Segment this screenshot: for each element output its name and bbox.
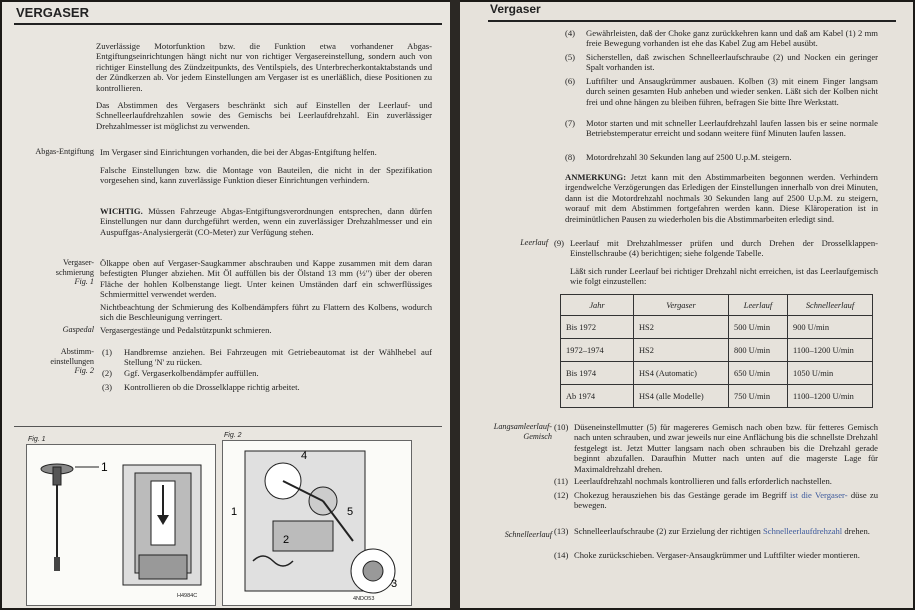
table-row — [561, 385, 873, 408]
fig2-callout: 4 — [301, 450, 308, 462]
table-cell: 1100–1200 U/min — [788, 385, 873, 408]
table-row — [561, 316, 873, 339]
table-cell: Ab 1974 — [561, 385, 634, 408]
table-cell: HS4 (alle Modelle) — [634, 385, 729, 408]
fig1-label: Fig. 1 — [28, 436, 46, 443]
wichtig-paragraph — [100, 206, 432, 237]
step-number: (5) — [565, 52, 576, 62]
step-text: Gewährleisten, daß der Choke ganz zurückkehren kann und daß am Kabel (1) 2 mm freie Bewegung vorhanden ist ehe das Kabel Zug am Hebel ausübt. — [586, 28, 878, 49]
step-number: (2) — [102, 368, 113, 378]
step-text: Motordrehzahl 30 Sekunden lang auf 2500 U.p.M. steigern. — [586, 152, 792, 162]
column-header: Vergaser — [634, 295, 729, 316]
abgas-paragraph-2: Falsche Einstellungen bzw. die Montage von Bauteilen, die nicht in der Spezifikation vorgesehen sind, kann zuverlässige Funktion dieser Einrichtungen verhindern. — [100, 165, 432, 186]
fig2-code: 4NDO53 — [353, 596, 375, 602]
fig2-callout: 2 — [283, 534, 290, 546]
step-number: (9) — [554, 238, 565, 248]
figure-2 — [222, 440, 412, 606]
figure-1 — [26, 444, 216, 606]
side-label-gaspedal-text: Gaspedal — [62, 325, 94, 334]
step-number: (10) — [554, 422, 569, 432]
step-text — [574, 526, 878, 536]
side-label-schmierung-line1: Vergaser- — [62, 258, 94, 267]
step-text: Motor starten und mit schneller Leerlaufdrehzahl laufen lassen bis er seine normale Betriebstemperatur erreicht und sodann weitere fünf Minuten laufen lassen. — [586, 118, 878, 139]
anmerkung-paragraph — [565, 172, 878, 224]
side-label-abstimm-line2: einstellungen — [50, 356, 94, 366]
step-text: Leerlaufdrehzahl nochmals kontrollieren und falls erforderlich nachstellen. — [574, 476, 832, 486]
abgas-paragraph-1: Im Vergaser sind Einrichtungen vorhanden, die bei der Abgas-Entgiftung helfen. — [100, 147, 377, 157]
side-label-schnell — [466, 530, 552, 540]
anmerkung-text: Jetzt kann mit den Abstimmarbeiten begonnen werden. Verhindern irgendwelche Verzögerungen das Erledigen der Einstellungen innerhalb von drei Minuten, dann ist die Motordrehzahl nochmals 30 Sekunden lang auf 2500 U.p.M. zu steigern, worauf mit dem Abstimmen fortgefahren werden kann. Diese Kläroperation ist in dreiminütlichen Pausen zu wiederholen bis die Abstimmarbeiten erledigt sind. — [565, 172, 878, 224]
step-text: Luftfilter und Ansaugkrümmer ausbauen. Kolben (3) mit einem Finger langsam durch seinen gesamten Hub anheben und wieder senken. Läßt sich der Kolben nicht frei und ohne hängen zu bleiben führen, befragen Sie bitte Ihre Werkstatt. — [586, 76, 878, 107]
step-number: (1) — [102, 347, 113, 357]
step-text: Leerlauf mit Drehzahlmesser prüfen und durch Drehen der Drosselklappen-Einstellschraube (4) berichtigen; siehe folgende Tabelle. — [570, 238, 878, 259]
step-text: Handbremse anziehen. Bei Fahrzeugen mit Getriebeautomat ist der Wählhebel auf Stellung 'N' zu rücken. — [124, 347, 432, 368]
step-number: (4) — [565, 28, 576, 38]
fig2-callout: 3 — [391, 578, 398, 590]
table-cell: 800 U/min — [729, 339, 788, 362]
step-number: (13) — [554, 526, 569, 536]
page-title: VERGASER — [16, 5, 89, 20]
side-label-schmierung-fig: Fig. 1 — [74, 277, 94, 287]
side-label-schnell-text: Schnelleerlauf — [504, 530, 552, 539]
book-gutter — [450, 0, 460, 610]
side-label-langsam — [466, 422, 552, 441]
intro-paragraph-1: Zuverlässige Motorfunktion bzw. die Funktion etwa vorhandener Abgas-Entgiftungseinrichtungen hängt nicht nur von richtiger Vergasereinstellung, sondern auch von richtiger Einstellung des Zündzeitpunkts, des Ventilspiels, des Unterbrecherkontaktabstands und der Zündkerzen ab. Vor jedem Einstellungen am Vergaser ist es unerläßlich, diese Positionen zu kontrollieren. — [96, 41, 432, 93]
side-label-abstimm-line1: Abstimm- — [60, 347, 94, 356]
step12-pen-mark: ist die Vergaser- — [789, 490, 848, 500]
step13-text: Schnelleerlaufschraube (2) zur Erzielung der richtigen — [574, 526, 761, 536]
step-number: (11) — [554, 476, 568, 486]
table-cell: 1972–1974 — [561, 339, 634, 362]
wichtig-text: Müssen Fahrzeuge Abgas-Entgiftungsverordnungen entsprechen, dann dürfen Einstellungen nur dann durchgeführt werden, wenn ein zuverlässiger Drehzahlmesser und ein Auspuffgas-Analysiergerät (CO-Meter) zur Verfügung stehen. — [100, 206, 432, 237]
step9-note: Läßt sich runder Leerlauf bei richtiger Drehzahl nicht erreichen, ist das Leerlaufgemisch wie folgt einzustellen: — [570, 266, 878, 287]
column-header: Jahr — [561, 295, 634, 316]
step-number: (6) — [565, 76, 576, 86]
step13-pen-mark: Schnelleerlaufdrehzahl — [762, 526, 843, 536]
figure-rule — [14, 426, 442, 427]
gaspedal-text: Vergasergestänge und Pedalstützpunkt schmieren. — [100, 325, 272, 335]
fig2-callout: 5 — [347, 506, 354, 518]
side-label-abstimm — [4, 347, 94, 376]
side-label-abstimm-fig: Fig. 2 — [74, 366, 94, 376]
step-number: (12) — [554, 490, 569, 500]
table-cell: 500 U/min — [729, 316, 788, 339]
fig2-callout: 1 — [231, 506, 238, 518]
table-cell: 750 U/min — [729, 385, 788, 408]
column-header: Leerlauf — [729, 295, 788, 316]
side-label-leerlauf — [478, 238, 548, 248]
right-page — [460, 2, 913, 608]
column-header: Schnelleerlauf — [788, 295, 873, 316]
step-number: (7) — [565, 118, 576, 128]
step-text: Ggf. Vergaserkolbendämpfer auffüllen. — [124, 368, 259, 378]
step-number: (8) — [565, 152, 576, 162]
fig1-callout: 1 — [101, 460, 108, 474]
side-label-langsam-line1: Langsamleerlauf- — [493, 422, 552, 431]
fig1-code: H4984C — [177, 593, 198, 599]
wichtig-heading: WICHTIG. — [100, 206, 143, 216]
left-page — [2, 2, 450, 608]
header-rule — [14, 23, 442, 25]
table-header-row — [561, 295, 873, 316]
page-title: Vergaser — [490, 2, 541, 16]
step12-text: Chokezug herausziehen bis das Gestänge gerade im Begriff — [574, 490, 787, 500]
step-number: (3) — [102, 382, 113, 392]
side-label-abgas: Abgas-Entgiftung — [35, 147, 94, 156]
intro-paragraph-2: Das Abstimmen des Vergasers beschränkt sich auf Einstellen der Leerlauf- und Schnelleerlaufdrehzahlen sowie des Gemischs bei Leerlaufdrehzahl. Ein zuverlässiger Drehzahlmesser ist möglichst zu verwenden. — [96, 100, 432, 131]
step-text: Düseneinstellmutter (5) für magereres Gemisch nach oben bzw. für fetteres Gemisch nach unten schrauben, und zwar jeweils nur eine Anflächung bis die schnellste Drehzahl festgelegt ist. Jetzt Mutter langsam nach oben schrauben bis die Drehzahl gerade beginnt abzufallen. Daraufhin Mutter nach unten auf die magerste Lage für Maximaldrehzahl drehen. — [574, 422, 878, 474]
table-cell: HS4 (Automatic) — [634, 362, 729, 385]
idle-speed-table — [560, 294, 873, 408]
step-text: Kontrollieren ob die Drosselklappe richtig arbeitet. — [124, 382, 300, 392]
table-cell: 650 U/min — [729, 362, 788, 385]
step-text: Choke zurückschieben. Vergaser-Ansaugkrümmer und Luftfilter wieder montieren. — [574, 550, 860, 560]
table-cell: HS2 — [634, 339, 729, 362]
side-label-langsam-line2: Gemisch — [523, 431, 552, 441]
fig2-label: Fig. 2 — [224, 432, 242, 439]
carburetor-damper-drawing — [27, 445, 215, 605]
schmierung-paragraph-2: Nichtbeachtung der Schmierung des Kolbendämpfers führt zu Flattern des Kolbens, wodurch sich die Beschleunigung verringert. — [100, 302, 432, 323]
side-label-leerlauf-text: Leerlauf — [520, 238, 548, 247]
idle-speed-table-wrap — [560, 294, 873, 408]
side-label-gaspedal — [4, 325, 94, 335]
side-label-schmierung-line2: schmierung — [55, 267, 94, 277]
carburetor-linkage-drawing — [223, 441, 411, 605]
header-rule — [488, 20, 896, 22]
step13-text-end: drehen. — [844, 526, 870, 536]
side-label-schmierung — [4, 258, 94, 287]
table-row — [561, 339, 873, 362]
table-cell: 1050 U/min — [788, 362, 873, 385]
step12-text-end: düse zu bewegen. — [574, 490, 879, 511]
step-text: Sicherstellen, daß zwischen Schnelleerlaufschraube (2) und Nocken ein geringer Spalt vorhanden ist. — [586, 52, 878, 73]
table-cell: Bis 1974 — [561, 362, 634, 385]
anmerkung-heading: ANMERKUNG: — [565, 172, 627, 182]
step-text — [574, 490, 878, 511]
table-cell: 1100–1200 U/min — [788, 339, 873, 362]
table-row — [561, 362, 873, 385]
step-number: (14) — [554, 550, 569, 560]
table-cell: HS2 — [634, 316, 729, 339]
schmierung-paragraph-1: Ölkappe oben auf Vergaser-Saugkammer abschrauben und Kappe zusammen mit dem daran befestigten Plunger abziehen. Mit Öl auffüllen bis der Ölstand 13 mm (½") über der oberen Fläche der hohlen Kolbenstange liegt. Unter keinen Umständen darf ein schwerflüssiges Schmiermittel verwendet werden. — [100, 258, 432, 300]
table-cell: Bis 1972 — [561, 316, 634, 339]
table-cell: 900 U/min — [788, 316, 873, 339]
